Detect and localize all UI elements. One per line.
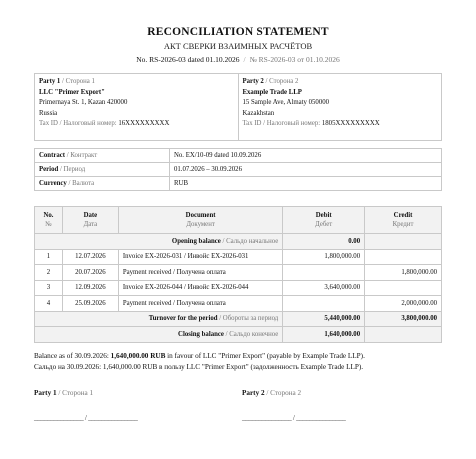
table-row: 4 25.09.2026 Payment received / Получена оплата 2,000,000.00 [35, 296, 442, 312]
party1-signature-line: _______________ / _______________ [34, 414, 138, 422]
party2-signature-label: Party 2 / Сторона 2 [242, 389, 302, 397]
table-row: 3 12.09.2026 Invoice EX-2026-044 / Инвойс EX-2026-044 3,640,000.00 [35, 280, 442, 296]
balance-en: Balance as of 30.09.2026: 1,640,000.00 RUB in favour of LLC "Primer Export" (payable by Example Trade LLP). [34, 352, 365, 360]
party1-block [35, 74, 239, 141]
period-row [35, 163, 442, 177]
document-number [0, 55, 476, 64]
balance-ru: Сальдо на 30.09.2026: 1,640,000.00 RUB в пользу LLC "Primer Export" (задолженность Example Trade LLP). [34, 363, 364, 371]
opening-balance-row [35, 234, 442, 250]
party2-country: Kazakhstan [242, 109, 275, 117]
party1-address: Primernaya St. 1, Kazan 420000 [39, 99, 128, 107]
col-header-no: No. № [35, 207, 63, 234]
turnover-debit: 5,440,000.00 [283, 311, 365, 327]
turnover-credit: 3,800,000.00 [365, 311, 442, 327]
table-row: 1 12.07.2026 Invoice EX-2026-031 / Инвойс EX-2026-031 1,800,000.00 [35, 249, 442, 265]
party1-heading-ru: / Сторона 1 [62, 78, 95, 85]
opening-balance-credit [365, 234, 442, 250]
document-number-en: No. RS-2026-03 dated 01.10.2026 [136, 55, 240, 64]
document-number-ru: № RS-2026-03 от 01.10.2026 [249, 55, 340, 64]
turnover-label: Turnover for the period / Обороты за период [35, 311, 283, 327]
period-label-ru: / Период [59, 166, 86, 173]
document-number-separator: / [243, 55, 246, 64]
col-header-debit: Debit Дебет [283, 207, 365, 234]
contract-row [35, 149, 442, 163]
party2-address: 15 Sample Ave, Almaty 050000 [242, 99, 330, 107]
closing-balance-debit: 1,640,000.00 [283, 327, 365, 343]
document-title: RECONCILIATION STATEMENT [147, 26, 329, 38]
closing-balance-label: Closing balance / Сальдо конечное [35, 327, 283, 343]
turnover-row [35, 311, 442, 327]
col-header-credit: Credit Кредит [365, 207, 442, 234]
party1-tax-label: Tax ID / Налоговый номер: [39, 120, 117, 128]
party2-heading-ru: / Сторона 2 [265, 78, 299, 85]
party2-heading: Party 2 [242, 78, 264, 85]
party2-signature-line: _______________ / _______________ [242, 414, 346, 422]
currency-value: RUB [170, 177, 442, 191]
party2-tax-id: 1805XXXXXXXXX [321, 120, 380, 128]
period-value: 01.07.2026 – 30.09.2026 [170, 163, 442, 177]
opening-balance-label: Opening balance / Сальдо начальное [35, 234, 283, 250]
reconciliation-table [34, 206, 442, 343]
table-header-row [35, 207, 442, 234]
contract-label: Contract [39, 152, 66, 159]
party1-signature-label: Party 1 / Сторона 1 [34, 389, 94, 397]
col-header-date: Date Дата [62, 207, 118, 234]
opening-balance-debit: 0.00 [283, 234, 365, 250]
closing-balance-row [35, 327, 442, 343]
closing-balance-credit [365, 327, 442, 343]
contract-value: No. EX/10-09 dated 10.09.2026 [170, 149, 442, 163]
period-label: Period [39, 166, 59, 173]
col-header-document: Document Документ [118, 207, 282, 234]
party1-country: Russia [39, 109, 58, 117]
currency-row [35, 177, 442, 191]
table-row: 2 20.07.2026 Payment received / Получена оплата 1,800,000.00 [35, 265, 442, 281]
party2-name: Example Trade LLP [242, 88, 302, 96]
party1-name: LLC "Primer Export" [39, 88, 105, 96]
currency-label-ru: / Валюта [68, 180, 95, 187]
document-title-ru: АКТ СВЕРКИ ВЗАИМНЫХ РАСЧЁТОВ [163, 41, 313, 51]
party1-heading: Party 1 [39, 78, 61, 85]
contract-label-ru: / Контракт [66, 152, 98, 159]
party2-block [238, 74, 442, 141]
party1-tax-id: 16XXXXXXXXX [118, 120, 170, 128]
currency-label: Currency [39, 180, 67, 187]
parties-table [34, 73, 442, 141]
balance-statement [34, 351, 454, 373]
party2-tax-label: Tax ID / Налоговый номер: [242, 120, 321, 128]
contract-info-table [34, 148, 442, 191]
